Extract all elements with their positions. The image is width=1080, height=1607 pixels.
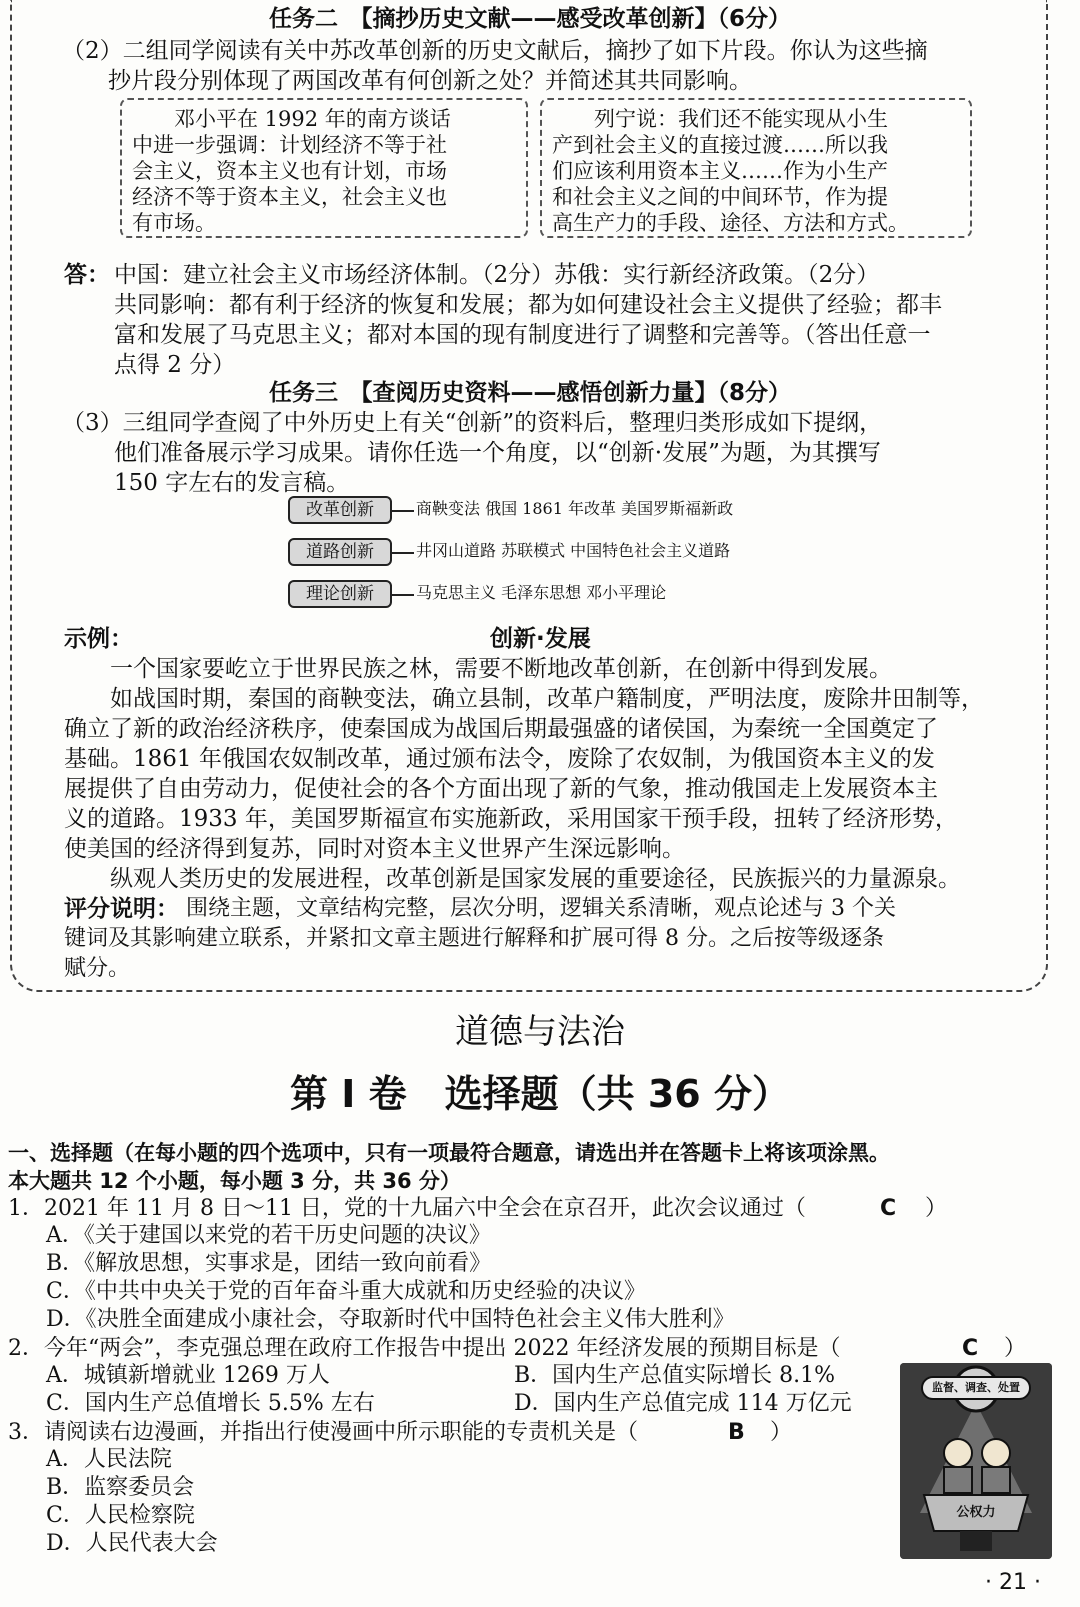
- scoring-label: 评分说明：: [64, 896, 179, 922]
- answer-line-3: 富和发展了马克思主义；都对本国的现有制度进行了调整和完善等。（答出任意一: [114, 322, 931, 348]
- question-2-stem: 2．今年“两会”，李克强总理在政府工作报告中提出 2022 年经济发展的预期目标是（: [8, 1336, 841, 1361]
- question-2-option-a: A．城镇新增就业 1269 万人: [46, 1363, 330, 1388]
- connector-line: [392, 552, 414, 554]
- essay-line: 如战国时期，秦国的商鞅变法，确立县制，改革户籍制度，严明法度，废除井田制等，: [64, 686, 984, 712]
- question-1-option-a: A．《关于建国以来党的若干历史问题的决议》: [46, 1223, 491, 1248]
- quote-line: 列宁说：我们还不能实现从小生: [552, 107, 888, 131]
- quote-line: 高生产力的手段、途径、方法和方式。: [552, 211, 909, 235]
- question-2-option-c: C．国内生产总值增长 5.5% 左右: [46, 1391, 375, 1416]
- example-title: 创新·发展: [490, 626, 591, 652]
- cartoon-banner: 监督、调查、处置: [932, 1381, 1020, 1394]
- question-3-option-b: B．监察委员会: [46, 1475, 195, 1500]
- quote-lenin: [540, 98, 972, 238]
- category-items-reform: 商鞅变法 俄国 1861 年改革 美国罗斯福新政: [416, 499, 734, 518]
- connector-line: [392, 594, 414, 596]
- essay-line: 使美国的经济得到复苏，同时对资本主义世界产生深远影响。: [64, 836, 685, 862]
- quote-line: 邓小平在 1992 年的南方谈话: [132, 107, 451, 131]
- close-paren: ）: [1004, 1336, 1027, 1361]
- question-3-option-d: D．人民代表大会: [46, 1531, 218, 1556]
- page-number: · 21 ·: [985, 1570, 1041, 1595]
- cartoon-sign: 公权力: [956, 1505, 996, 1520]
- task3-prompt-line-1: （3）三组同学查阅了中外历史上有关“创新”的资料后，整理归类形成如下提纲，: [62, 410, 883, 436]
- question-1-option-b: B．《解放思想，实事求是，团结一致向前看》: [46, 1251, 492, 1276]
- instruction-line-1: 一、选择题（在每小题的四个选项中，只有一项最符合题意，请选出并在答题卡上将该项涂黑。: [8, 1141, 890, 1165]
- question-3-option-a: A．人民法院: [46, 1447, 172, 1472]
- essay-line: 确立了新的政治经济秩序，使秦国成为战国后期最强盛的诸侯国，为秦统一全国奠定了: [64, 716, 938, 742]
- scoring-line-1: 围绕主题，文章结构完整，层次分明，逻辑关系清晰，观点论述与 3 个关: [186, 896, 896, 921]
- task3-prompt-line-2: 他们准备展示学习成果。请你任选一个角度，以“创新·发展”为题，为其撰写: [114, 440, 881, 466]
- category-tag-reform: 改革创新: [288, 496, 392, 524]
- task2-title: 任务二 【摘抄历史文献——感受改革创新】（6分）: [268, 6, 791, 32]
- scoring-line-2: 键词及其影响建立联系，并紧扣文章主题进行解释和扩展可得 8 分。之后按等级逐条: [64, 926, 884, 951]
- question-1-option-c: C．《中共中央关于党的百年奋斗重大成就和历史经验的决议》: [46, 1279, 646, 1304]
- category-tag-road: 道路创新: [288, 538, 392, 566]
- answer-line-4: 点得 2 分）: [114, 352, 236, 378]
- category-tag-theory: 理论创新: [288, 580, 392, 608]
- question-2-option-b: B．国内生产总值实际增长 8.1%: [514, 1363, 836, 1388]
- instruction-line-2: 本大题共 12 个小题，每小题 3 分，共 36 分）: [8, 1169, 461, 1193]
- question-2-answer: C: [962, 1336, 979, 1361]
- category-items-road: 井冈山道路 苏联模式 中国特色社会主义道路: [416, 541, 731, 560]
- quote-deng-xiaoping: [120, 98, 528, 238]
- answer-line-1: 中国：建立社会主义市场经济体制。（2分）苏俄：实行新经济政策。（2分）: [114, 262, 880, 288]
- quote-line: 中进一步强调：计划经济不等于社: [132, 133, 447, 157]
- task2-prompt-line-2: 抄片段分别体现了两国改革有何创新之处？并简述其共同影响。: [62, 68, 752, 94]
- question-1-option-d: D．《决胜全面建成小康社会，夺取新时代中国特色社会主义伟大胜利》: [46, 1307, 735, 1332]
- essay-line: 一个国家要屹立于世界民族之林，需要不断地改革创新，在创新中得到发展。: [64, 656, 892, 682]
- volume-title: 第 I 卷 选择题（共 36 分）: [290, 1072, 790, 1116]
- connector-line: [392, 510, 414, 512]
- supervision-cartoon: [900, 1363, 1052, 1559]
- answer-label: 答：: [64, 262, 110, 288]
- task3-prompt-line-3: 150 字左右的发言稿。: [114, 470, 350, 496]
- essay-line: 基础。1861 年俄国农奴制改革，通过颁布法令，废除了农奴制，为俄国资本主义的发: [64, 746, 935, 772]
- answer-line-2: 共同影响：都有利于经济的恢复和发展；都为如何建设社会主义提供了经验；都丰: [114, 292, 942, 318]
- task3-title: 任务三 【查阅历史资料——感悟创新力量】（8分）: [268, 380, 791, 406]
- question-1-answer: C: [880, 1196, 897, 1221]
- quote-line: 产到社会主义的直接过渡……所以我: [552, 133, 888, 157]
- question-3-stem: 3．请阅读右边漫画，并指出行使漫画中所示职能的专责机关是（: [8, 1420, 638, 1445]
- quote-line: 们应该利用资本主义……作为小生产: [552, 159, 888, 183]
- quote-line: 有市场。: [132, 211, 216, 235]
- essay-line: 义的道路。1933 年，美国罗斯福宣布实施新政，采用国家干预手段，扭转了经济形势，: [64, 806, 958, 832]
- question-2-option-d: D．国内生产总值完成 114 万亿元: [514, 1391, 852, 1416]
- task2-prompt-line-1: （2）二组同学阅读有关中苏改革创新的历史文献后，摘抄了如下片段。你认为这些摘: [62, 38, 928, 64]
- essay-line: 展提供了自由劳动力，促使社会的各个方面出现了新的气象，推动俄国走上发展资本主: [64, 776, 938, 802]
- question-3-option-c: C．人民检察院: [46, 1503, 195, 1528]
- category-items-theory: 马克思主义 毛泽东思想 邓小平理论: [416, 583, 667, 602]
- example-label: 示例：: [64, 626, 133, 652]
- quote-line: 会主义，资本主义也有计划，市场: [132, 159, 447, 183]
- quote-line: 和社会主义之间的中间环节，作为提: [552, 185, 888, 209]
- close-paren: ）: [925, 1196, 948, 1221]
- scoring-line-3: 赋分。: [64, 956, 131, 981]
- essay-line: 纵观人类历史的发展进程，改革创新是国家发展的重要途径，民族振兴的力量源泉。: [64, 866, 961, 892]
- close-paren: ）: [770, 1420, 793, 1445]
- quote-line: 经济不等于资本主义，社会主义也: [132, 185, 447, 209]
- question-1-stem: 1．2021 年 11 月 8 日～11 日，党的十九届六中全会在京召开，此次会议通过（: [8, 1196, 806, 1221]
- subject-title: 道德与法治: [455, 1012, 625, 1052]
- question-3-answer: B: [728, 1420, 745, 1445]
